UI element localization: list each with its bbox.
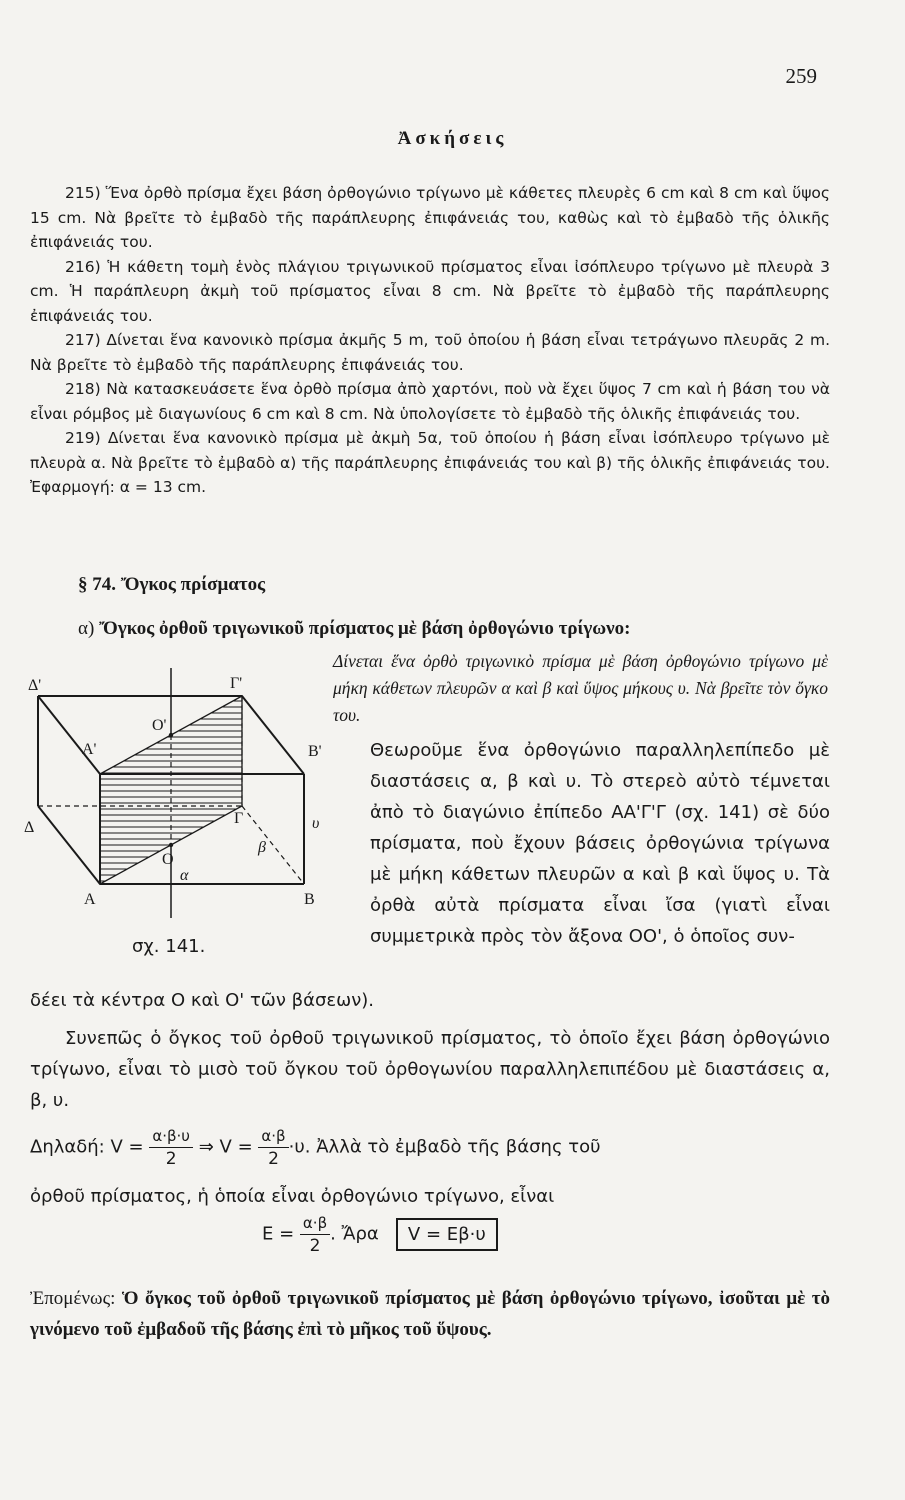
center-bottom [169, 843, 173, 847]
subsection-label: α) [78, 618, 95, 639]
fraction-ab-over-2 [258, 1125, 288, 1170]
label-A1: A' [82, 741, 97, 758]
fraction-abu-over-2 [149, 1125, 193, 1170]
exercise-217: 217) Δίνεται ἕνα κανονικὸ πρίσμα ἀκμῆς 5 m, τοῦ ὁποίου ἡ βάση εἶναι τετράγωνο πλευρᾶς 2 m. Νὰ βρεῖτε τὸ ἐμβαδὸ τῆς παράπλευρης ἐπιφάνειάς του. [30, 331, 830, 374]
paragraph-volume-half: Συνεπῶς ὁ ὄγκος τοῦ ὀρθοῦ τριγωνικοῦ πρίσματος, τὸ ὁποῖο ἔχει βάση ὀρθογώνιο τρίγωνο, εἶναι τὸ μισὸ τοῦ ὄγκου τοῦ ὀρθογωνίου παραλληλεπιπέδου μὲ διαστάσεις α, β, υ. [30, 1028, 830, 1111]
section-title: § 74. Ὄγκος πρίσματος [78, 574, 266, 595]
fraction-numerator: α·β [300, 1212, 330, 1235]
subsection-title: Ὄγκος ὀρθοῦ τριγωνικοῦ πρίσματος μὲ βάση ὀρθογώνιο τρίγωνο: [99, 618, 631, 639]
formula2-therefore: . Ἄρα [330, 1223, 379, 1245]
paragraph-base-area: ὀρθοῦ πρίσματος, ἡ ὁποία εἶναι ὀρθογώνιο τρίγωνο, εἶναι [30, 1186, 555, 1207]
conclusion [30, 1283, 830, 1345]
formula-base-area [262, 1212, 498, 1257]
edge-top-right [242, 696, 304, 774]
fraction-numerator: α·β [258, 1125, 288, 1148]
body-continuation: δέει τὰ κέντρα Ο καὶ Ο' τῶν βάσεων). [30, 990, 375, 1011]
exercises-heading: Ἀσκήσεις [397, 128, 508, 149]
conclusion-lead: Ἐπομένως: [30, 1288, 116, 1309]
label-beta: β [258, 839, 266, 856]
label-D1: Δ' [28, 677, 42, 694]
fraction-denominator: 2 [165, 1149, 177, 1169]
label-alpha: α [180, 867, 189, 884]
conclusion-statement: Ὁ ὄγκος τοῦ ὀρθοῦ τριγωνικοῦ πρίσματος μὲ βάση ὀρθογώνιο τρίγωνο, ἰσοῦται μὲ τὸ γινόμενο τοῦ ἐμβαδοῦ τῆς βάσης ἐπὶ τὸ μῆκος τοῦ ὕψους. [30, 1288, 830, 1340]
prism-figure [24, 668, 324, 968]
label-B: B [304, 891, 315, 908]
boxed-volume-formula: V = Eβ·υ [396, 1218, 498, 1251]
edge-bottom-left [38, 806, 100, 884]
label-O: O [162, 851, 174, 868]
label-A: A [84, 891, 96, 908]
formula2-lead: E = [262, 1223, 295, 1245]
problem-statement: Δίνεται ἕνα ὀρθὸ τριγωνικὸ πρίσμα μὲ βάση ὀρθογώνιο τρίγωνο μὲ μήκη κάθετων πλευρῶν α καὶ β καὶ ὕψος μήκους υ. Νὰ βρεῖτε τὸν ὄγκο του. [333, 651, 828, 725]
fraction-ab-over-2-area [300, 1212, 330, 1257]
exercise-215: 215) Ἕνα ὀρθὸ πρίσμα ἔχει βάση ὀρθογώνιο τρίγωνο μὲ κάθετες πλευρὲς 6 cm καὶ 8 cm καὶ ὕψος 15 cm. Νὰ βρεῖτε τὸ ἐμβαδὸ τῆς παράπλευρης ἐπιφάνειάς του, καθὼς καὶ τὸ ἐμβαδὸ τῆς ὁλικῆς ἐπιφάνειάς του. [30, 184, 830, 251]
fraction-denominator: 2 [309, 1236, 321, 1256]
center-top [169, 733, 173, 737]
fraction-numerator: α·β·υ [149, 1125, 193, 1148]
label-D: Δ [24, 819, 35, 836]
formula1-tail: ·υ. Ἀλλὰ τὸ ἐμβαδὸ τῆς βάσης τοῦ [288, 1136, 601, 1158]
label-G1: Γ' [230, 675, 243, 692]
label-upsilon: υ [312, 815, 320, 832]
exercise-219: 219) Δίνεται ἕνα κανονικὸ πρίσμα μὲ ἀκμὴ 5α, τοῦ ὁποίου ἡ βάση εἶναι ἰσόπλευρο τρίγωνο μὲ πλευρὰ α. Νὰ βρεῖτε τὸ ἐμβαδὸ α) τῆς παράπλευρης ἐπιφάνειάς του καὶ β) τῆς ὁλικῆς ἐπιφάνειάς του. Ἐφαρμογή: α = 13 cm. [30, 429, 830, 496]
label-G: Γ [234, 810, 244, 827]
label-O1: O' [152, 717, 167, 734]
formula-volume [30, 1125, 840, 1170]
formula1-lead: Δηλαδή: V = [30, 1136, 144, 1158]
edge-bottom-right-hidden [242, 806, 304, 884]
edge-top-left [38, 696, 100, 774]
exercises-list [30, 181, 830, 500]
fraction-denominator: 2 [268, 1149, 279, 1169]
exercise-218: 218) Νὰ κατασκευάσετε ἕνα ὀρθὸ πρίσμα ἀπὸ χαρτόνι, ποὺ νὰ ἔχει ὕψος 7 cm καὶ ἡ βάση του νὰ εἶναι ρόμβος μὲ διαγωνίους 6 cm καὶ 8 cm. Νὰ ὑπολογίσετε τὸ ἐμβαδὸ τῆς ὁλικῆς ἐπιφάνειάς του. [30, 380, 830, 423]
label-B1: B' [308, 743, 322, 760]
body-right-column: Θεωροῦμε ἕνα ὀρθογώνιο παραλληλεπίπεδο μὲ διαστάσεις α, β καὶ υ. Τὸ στερεὸ αὐτὸ τέμνεται ἀπὸ τὸ διαγώνιο ἐπίπεδο ΑΑ'Γ'Γ (σχ. 141) σὲ δύο πρίσματα, ποὺ ἔχουν βάσεις ὀρθογώνια τρίγωνα μὲ μήκη κάθετων πλευρῶν α καὶ β καὶ ὕψος υ. Τὰ ὀρθὰ αὐτὰ πρίσματα εἶναι ἴσα (γιατὶ εἶναι συμμετρικὰ πρὸς τὸν ἄξονα ΟΟ', ὁ ὁποῖος συν- [370, 740, 830, 947]
formula1-implies: ⇒ V = [198, 1136, 253, 1158]
exercise-216: 216) Ἡ κάθετη τομὴ ἑνὸς πλάγιου τριγωνικοῦ πρίσματος εἶναι ἰσόπλευρο τρίγωνο μὲ πλευρὰ 3 cm. Ἡ παράπλευρη ἀκμὴ τοῦ πρίσματος εἶναι 8 cm. Νὰ βρεῖτε τὸ ἐμβαδὸ τῆς παράπλευρης ἐπιφάνειάς του. [30, 257, 830, 325]
subsection-heading [78, 618, 630, 640]
page-number: 259 [785, 64, 817, 88]
figure-caption: σχ. 141. [132, 936, 206, 957]
